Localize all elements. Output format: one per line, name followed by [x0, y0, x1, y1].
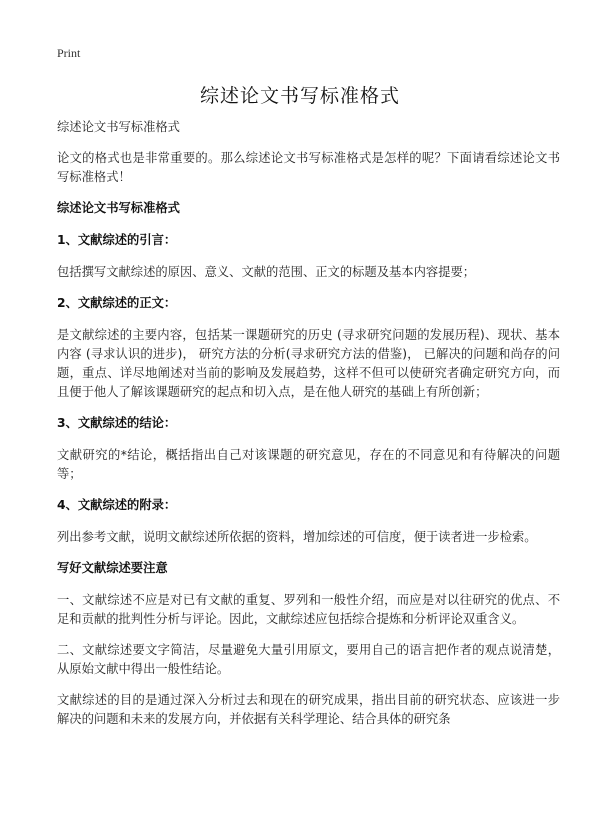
intro-paragraph: 论文的格式也是非常重要的。那么综述论文书写标准格式是怎样的呢？下面请看综述论文书写标准格式！ [57, 151, 560, 184]
page-title: 综述论文书写标准格式 [199, 85, 400, 107]
part-4-body: 列出参考文献，说明文献综述所依据的资料，增加综述的可信度，便于读者进一步检索。 [57, 530, 537, 544]
part-1-body: 包括撰写文献综述的原因、意义、文献的范围、正文的标题及基本内容提要； [57, 265, 476, 279]
note-3: 文献综述的目的是通过深入分析过去和现在的研究成果，指出目前的研究状态、应该进一步解决的问题和未来的发展方向，并依据有关科学理论、结合具体的研究条 [57, 693, 560, 726]
part-2-heading: 2、文献综述的正文： [57, 296, 177, 310]
subtitle: 综述论文书写标准格式 [57, 120, 180, 134]
notes-heading: 写好文献综述要注意 [57, 561, 168, 575]
document-body [57, 118, 560, 741]
note-1: 一、文献综述不应是对已有文献的重复、罗列和一般性介绍，而应是对以往研究的优点、不足和贡献的批判性分析与评论。因此，文献综述应包括综合提炼和分析评论双重含义。 [57, 593, 560, 626]
part-1-heading: 1、文献综述的引言： [57, 233, 177, 247]
part-3-heading: 3、文献综述的结论： [57, 416, 177, 430]
section-heading: 综述论文书写标准格式 [57, 201, 180, 215]
part-2-body: 是文献综述的主要内容，包括某一课题研究的历史 (寻求研究问题的发展历程)、现状、基本内容 (寻求认识的进步)， 研究方法的分析(寻求研究方法的借鉴)， 已解决的问题和尚存的问题，重点、详尽地阐述对当前的影响及发展趋势，这样不但可以使研究者确定研究方向，而且便于他人了解该课题研究的起点和切入点，是在他人研究的基础上有所创新； [57, 328, 560, 399]
print-label[interactable]: Print [57, 46, 81, 60]
note-2: 二、文献综述要文字简洁，尽量避免大量引用原文，要用自己的语言把作者的观点说清楚，从原始文献中得出一般性结论。 [57, 643, 560, 676]
part-4-heading: 4、文献综述的附录： [57, 498, 177, 512]
part-3-body: 文献研究的*结论，概括指出自己对该课题的研究意见，存在的不同意见和有待解决的问题等； [57, 448, 560, 481]
